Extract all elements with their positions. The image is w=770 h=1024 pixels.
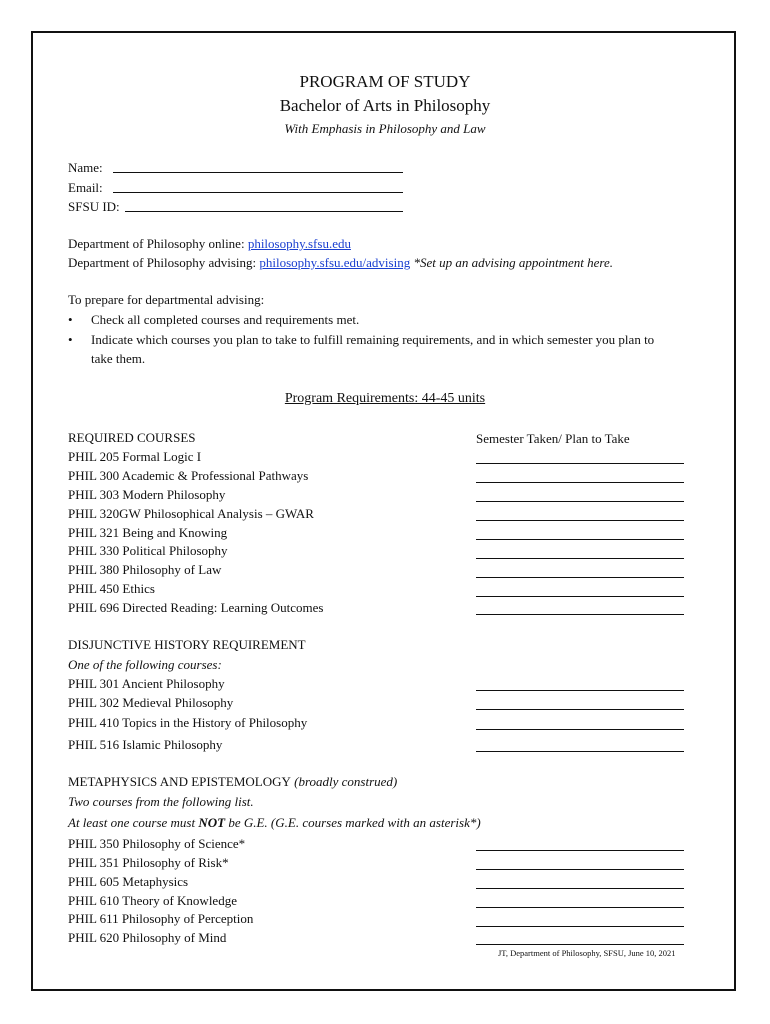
course-phil-351: PHIL 351 Philosophy of Risk* <box>68 855 229 870</box>
dept-advising-text: Department of Philosophy advising: <box>68 255 260 270</box>
name-label: Name: <box>68 160 103 175</box>
course-phil-300: PHIL 300 Academic & Professional Pathways <box>68 468 309 483</box>
course-phil-321: PHIL 321 Being and Knowing <box>68 525 228 540</box>
sfsu-id-label: SFSU ID: <box>68 199 120 214</box>
semester-heading: Semester Taken/ Plan to Take <box>476 431 630 446</box>
course-phil-696: PHIL 696 Directed Reading: Learning Outcomes <box>68 600 324 615</box>
name-blank[interactable] <box>113 160 403 173</box>
prep-bullet-2: Indicate which courses you plan to take to fulfill remaining requirements, and in which semester you plan to <box>91 332 655 347</box>
semester-line[interactable] <box>476 944 684 945</box>
course-phil-450: PHIL 450 Ethics <box>68 581 155 596</box>
name-field[interactable] <box>68 160 103 176</box>
course-phil-611: PHIL 611 Philosophy of Perception <box>68 911 254 926</box>
course-phil-380: PHIL 380 Philosophy of Law <box>68 562 222 577</box>
course-phil-330: PHIL 330 Political Philosophy <box>68 543 228 558</box>
semester-line[interactable] <box>476 751 684 752</box>
semester-line[interactable] <box>476 463 684 464</box>
emphasis-subtitle: With Emphasis in Philosophy and Law <box>284 121 486 136</box>
program-requirements-heading: Program Requirements: 44-45 units <box>284 391 486 406</box>
history-note: One of the following courses: <box>68 657 222 672</box>
note-2-part-a: At least one course must <box>68 815 199 830</box>
course-phil-205: PHIL 205 Formal Logic I <box>68 449 202 464</box>
dept-advising-line <box>68 255 613 271</box>
semester-line[interactable] <box>476 709 684 710</box>
course-phil-320gw: PHIL 320GW Philosophical Analysis – GWAR <box>68 506 314 521</box>
dept-online-line <box>68 236 351 252</box>
semester-line[interactable] <box>476 558 684 559</box>
bullet-icon: • <box>68 312 73 327</box>
course-phil-620: PHIL 620 Philosophy of Mind <box>68 930 227 945</box>
dept-advising-link[interactable]: philosophy.sfsu.edu/advising <box>259 255 411 270</box>
email-field[interactable] <box>68 180 103 196</box>
advising-note: *Set up an advising appointment here. <box>410 255 613 270</box>
metaphysics-note-2 <box>68 815 481 831</box>
semester-line[interactable] <box>476 690 684 691</box>
dept-online-link[interactable]: philosophy.sfsu.edu <box>247 236 351 251</box>
prep-bullet-1: Check all completed courses and requirements met. <box>91 312 360 327</box>
semester-line[interactable] <box>476 869 684 870</box>
semester-line[interactable] <box>476 577 684 578</box>
course-phil-610: PHIL 610 Theory of Knowledge <box>68 893 237 908</box>
course-phil-301: PHIL 301 Ancient Philosophy <box>68 676 225 691</box>
footer-credit: JT, Department of Philosophy, SFSU, June 10, 2021 <box>498 948 676 958</box>
page-title: PROGRAM OF STUDY <box>299 72 471 91</box>
bullet-icon: • <box>68 332 73 347</box>
email-label: Email: <box>68 180 103 195</box>
note-2-emphasis: NOT <box>198 815 226 830</box>
note-2-part-c: be G.E. (G.E. courses marked with an asterisk*) <box>225 815 481 830</box>
semester-line[interactable] <box>476 888 684 889</box>
metaphysics-heading <box>68 774 397 790</box>
semester-line[interactable] <box>476 482 684 483</box>
course-phil-605: PHIL 605 Metaphysics <box>68 874 189 889</box>
metaphysics-heading-note: (broadly construed) <box>290 774 398 789</box>
sfsu-id-field[interactable] <box>68 199 120 215</box>
semester-line[interactable] <box>476 926 684 927</box>
semester-line[interactable] <box>476 850 684 851</box>
course-phil-516: PHIL 516 Islamic Philosophy <box>68 737 223 752</box>
history-heading: DISJUNCTIVE HISTORY REQUIREMENT <box>68 637 306 652</box>
dept-online-text: Department of Philosophy online: <box>68 236 248 251</box>
course-phil-410: PHIL 410 Topics in the History of Philosophy <box>68 715 308 730</box>
prep-intro: To prepare for departmental advising: <box>68 292 265 307</box>
semester-line[interactable] <box>476 501 684 502</box>
semester-line[interactable] <box>476 520 684 521</box>
semester-line[interactable] <box>476 539 684 540</box>
semester-line[interactable] <box>476 907 684 908</box>
semester-line[interactable] <box>476 596 684 597</box>
prep-bullet-2-cont: take them. <box>91 351 146 366</box>
course-phil-303: PHIL 303 Modern Philosophy <box>68 487 226 502</box>
degree-title: Bachelor of Arts in Philosophy <box>279 96 491 115</box>
metaphysics-heading-text: METAPHYSICS AND EPISTEMOLOGY <box>68 774 291 789</box>
semester-line[interactable] <box>476 729 684 730</box>
metaphysics-note-1: Two courses from the following list. <box>68 794 254 809</box>
course-phil-350: PHIL 350 Philosophy of Science* <box>68 836 246 851</box>
course-phil-302: PHIL 302 Medieval Philosophy <box>68 695 234 710</box>
semester-line[interactable] <box>476 614 684 615</box>
email-blank[interactable] <box>113 180 403 193</box>
required-courses-heading: REQUIRED COURSES <box>68 430 196 445</box>
sfsu-id-blank[interactable] <box>125 199 403 212</box>
